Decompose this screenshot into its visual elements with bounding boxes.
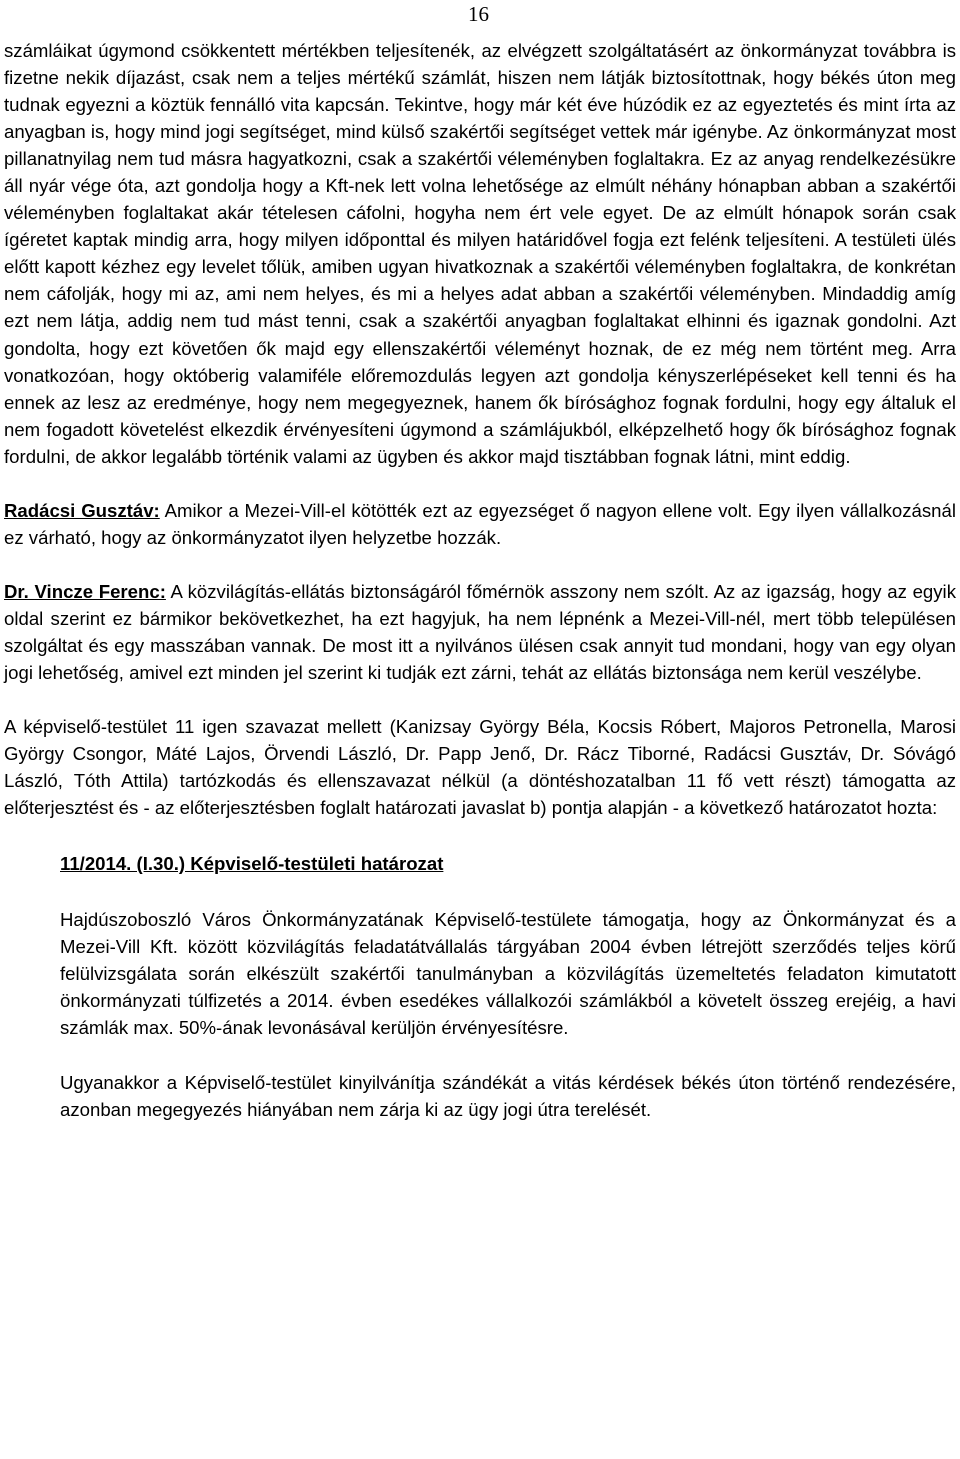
speaker-name: Vincze Ferenc: <box>34 580 166 602</box>
paragraph-continuation: számláikat úgymond csökkentett mértékben teljesítenék, az elvégzett szolgáltatásért az önkormányzat továbbra is fizetne nekik díjazást, csak nem a teljes mértékű számlát, hiszen nem látják biztosítottnak, hogy békés úton meg tudnak egyezni a köztük fennálló vita kapcsán. Tekintve, hogy már két éve húzódik ez az egyeztetés és mint írta az anyagban is, hogy mind jogi segítséget, mind külső szakértői segítséget vettek már igénybe. Az önkormányzat most pillanatnyilag nem tud másra hagyatkozni, csak a szakértői véleményben foglaltakra. Ez az anyag rendelkezésükre áll nyár vége óta, azt gondolja hogy a Kft-nek lett volna lehetősége az elmúlt néhány hónapban abban a szakértői véleményben foglaltakat akár tételesen cáfolni, hogyha nem ért vele egyet. De az elmúlt hónapok során csak ígéretet kaptak mindig arra, hogy milyen időponttal és milyen határidővel fogja ezt felénk teljesíteni. A testületi ülés előtt kapott kézhez egy levelet tőlük, amiben ugyan hivatkoznak a szakértői véleményben foglaltakra, de konkrétan nem cáfolják, hogy mi az, ami nem helyes, és mi a helyes adat abban a szakértői véleményben. Mindaddig amíg ezt nem látja, addig nem tud mást tenni, csak a szakértői anyagban foglaltakat elhinni és igaznak gondolni. Azt gondolta, hogy ezt követően ők majd egy ellenszakértői véleményt hoznak, de ez még nem történt meg. Arra vonatkozóan, hogy októberig valamiféle előremozdulás legyen azt gondolja kényszerlépéseket kell tenni és ha ennek az lesz az eredménye, hogy nem megegyeznek, hanem ők bírósághoz fognak fordulni, hogy egy általuk el nem fogadott követelést elkezdik érvényesíteni úgymond a számlájukból, elképzelhető hogy ők bírósághoz fognak fordulni, de akkor legalább történik valami az ügyben és akkor majd tisztábban fognak látni, mint eddig. <box>4 40 956 467</box>
speaker-statement: Amikor a Mezei-Vill-el kötötték ezt az egyezséget ő nagyon ellene volt. Egy ilyen vállalkozásnál ez várható, hogy az önkormányzatot ilyen helyzetbe hozzák. <box>4 499 956 548</box>
paragraph-vote: A képviselő-testület 11 igen szavazat mellett (Kanizsay György Béla, Kocsis Róbert, Majoros Petronella, Marosi György Csongor, Máté Lajos, Örvendi László, Dr. Papp Jenő, Dr. Rácz Tiborné, Radácsi Gusztáv, Dr. Sóvágó László, Tóth Attila) tartózkodás és ellenszavazat nélkül (a döntéshozatalban 11 fő vett részt) támogatta az előterjesztést és - az előterjesztésben foglalt határozati javaslat b) pontja alapján - a következő határozatot hozta: <box>4 716 956 819</box>
page-number: 16 <box>468 2 489 26</box>
paragraph-radacsi <box>4 497 956 551</box>
speaker-statement: A közvilágítás-ellátás biztonságáról főmérnök asszony nem szólt. Az az igazság, hogy az egyik oldal szerint ez bármikor bekövetkezhet, ha ezt hagyjuk, ha nem lépnénk a Mezei-Vill-nél, mert több településen szolgáltat és egy masszában vannak. De most itt a nyilvános ülésen csak annyit tud mondani, hogy van egy olyan jogi lehetőség, amivel ezt minden jel szerint ki tudják ezt zárni, tehát az ellátás biztonsága nem kerül veszélybe. <box>4 580 956 683</box>
speaker-name: Radácsi Gusztáv: <box>4 499 160 521</box>
resolution-heading: 11/2014. (I.30.) Képviselő-testületi határozat <box>60 853 444 875</box>
document-body <box>4 37 956 1123</box>
resolution-text-2: Ugyanakkor a Képviselő-testület kinyilvánítja szándékát a vitás kérdések békés úton történő rendezésére, azonban megegyezés hiányában nem zárja ki az ügy jogi útra terelését. <box>60 1071 956 1120</box>
paragraph-vincze <box>4 578 956 686</box>
resolution-text: Hajdúszoboszló Város Önkormányzatának Képviselő-testülete támogatja, hogy az Önkormányzat és a Mezei-Vill Kft. között közvilágítás feladatátvállalás tárgyában 2004 évben létrejött szerződés teljes körű felülvizsgálata során elkészült szakértői tanulmányban a közvilágítás üzemeltetés feladaton kimutatott önkormányzati túlfizetés a 2014. évben esedékes vállalkozói számlákból a követelt összeg erejéig, a havi számlák max. 50%-ának levonásával kerüljön érvényesítésre. <box>60 909 956 1039</box>
speaker-title: Dr. <box>4 580 35 602</box>
